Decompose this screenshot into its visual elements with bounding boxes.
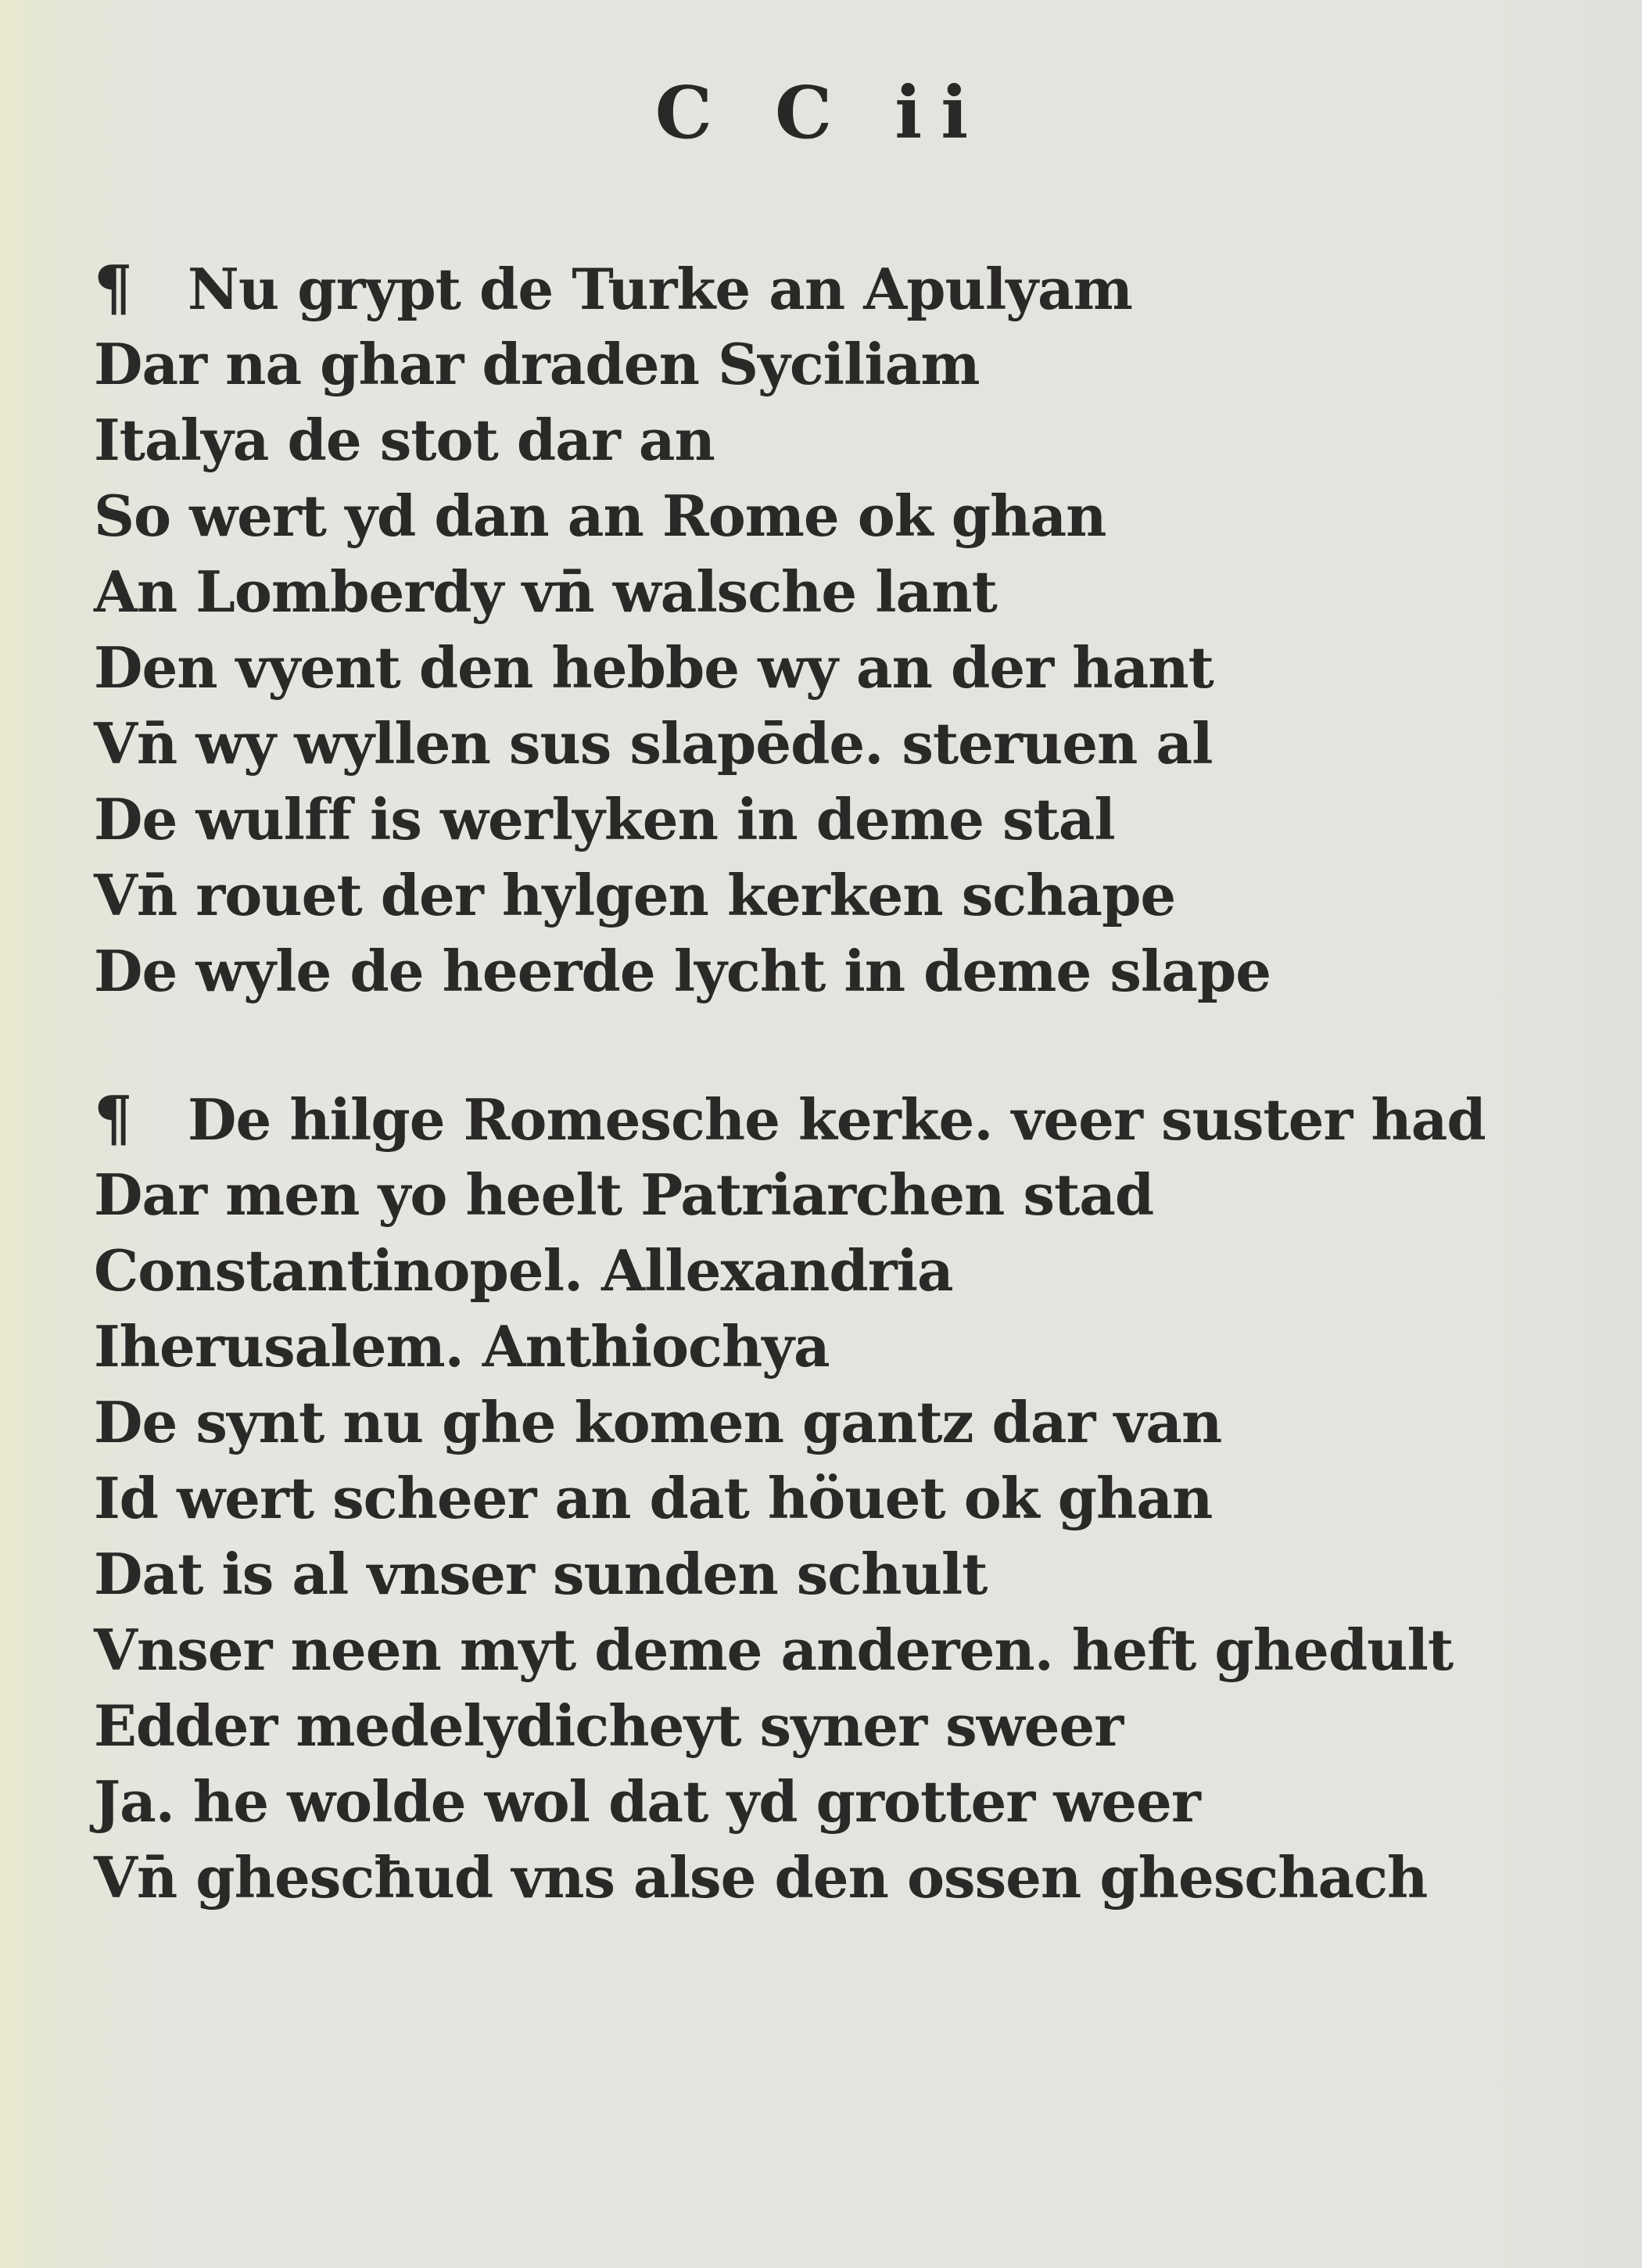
verse-line: Constantinopel. Allexandria bbox=[94, 1237, 953, 1304]
verse-line: Iherusalem. Anthiochya bbox=[94, 1313, 830, 1380]
verse-line: Dar na ghar draden Syciliam bbox=[94, 331, 980, 397]
verse-line: So wert yd dan an Rome ok ghan bbox=[94, 483, 1106, 549]
verse-line: De wyle de heerde lycht in deme slape bbox=[94, 938, 1271, 1004]
verse-line bbox=[94, 1081, 1579, 1157]
verse-line: Vn̄ ghescħud vns alse den ossen gheschach bbox=[94, 1844, 1428, 1911]
stanza-1 bbox=[94, 250, 1579, 1009]
verse-line: De synt nu ghe komen gantz dar van bbox=[94, 1389, 1222, 1455]
verse-line: Italya de stot dar an bbox=[94, 407, 715, 473]
verse-line: Vn̄ wy wyllen sus slapēde. steruen al bbox=[94, 710, 1213, 777]
verse-text: De hilge Romesche kerke. veer suster had bbox=[188, 1086, 1486, 1153]
folio-number: C C ii bbox=[654, 70, 988, 155]
verse-line bbox=[94, 250, 1579, 326]
verse-line: An Lomberdy vn̄ walsche lant bbox=[94, 558, 997, 625]
verse-line: Ja. he wolde wol dat yd grotter weer bbox=[94, 1768, 1200, 1835]
verse-line: Dat is al vnser sunden schult bbox=[94, 1541, 988, 1607]
verse-text: Nu grypt de Turke an Apulyam bbox=[188, 256, 1132, 322]
verse-line: Vn̄ rouet der hylgen kerken schape bbox=[94, 862, 1176, 928]
verse-line: Id wert scheer an dat höuet ok ghan bbox=[94, 1465, 1213, 1531]
verse-line: Edder medelydicheyt syner sweer bbox=[94, 1692, 1124, 1759]
verse-line: De wulff is werlyken in deme stal bbox=[94, 786, 1115, 852]
pilcrow-icon: ¶ bbox=[94, 1083, 132, 1154]
verse-line: Vnser neen myt deme anderen. heft ghedult bbox=[94, 1617, 1454, 1683]
verse-line: Dar men yo heelt Patriarchen stad bbox=[94, 1161, 1154, 1228]
verse-line: Den vyent den hebbe wy an der hant bbox=[94, 634, 1214, 701]
pilcrow-icon: ¶ bbox=[94, 253, 132, 324]
stanza-2 bbox=[94, 1081, 1579, 1915]
